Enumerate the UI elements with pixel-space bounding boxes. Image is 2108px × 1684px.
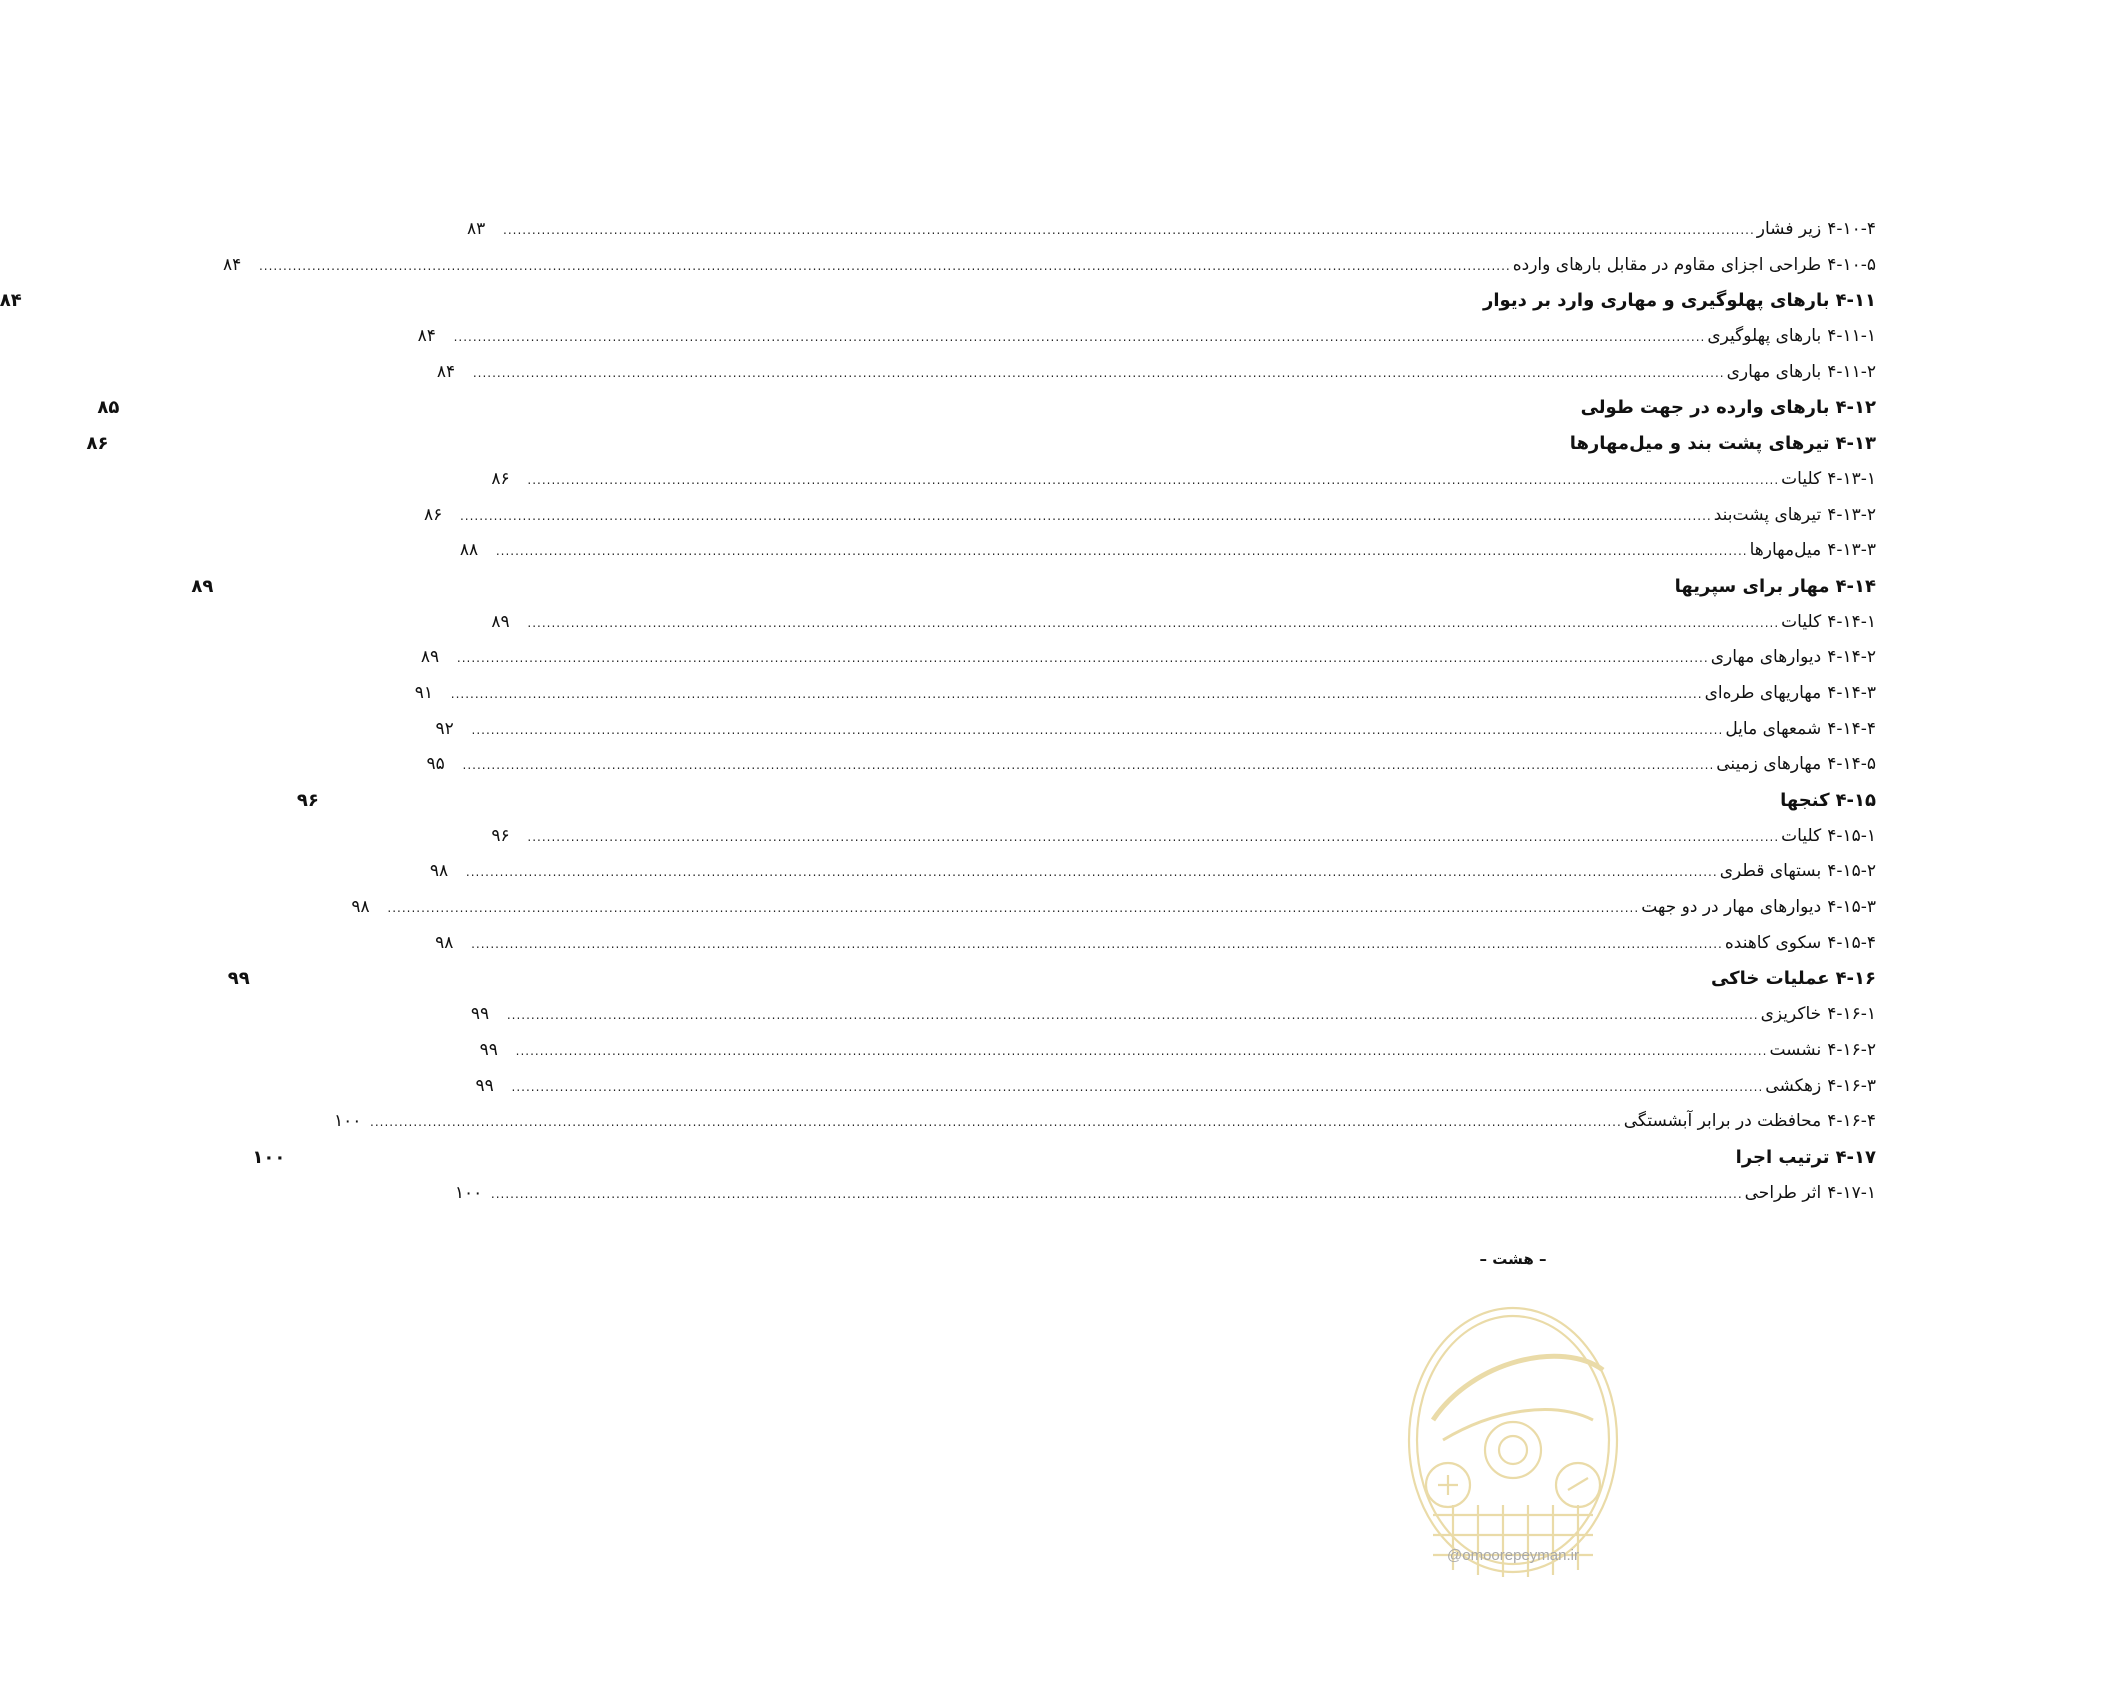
toc-page-number: ۸۹ xyxy=(491,611,510,632)
toc-dot-leader: .................................................................................................................................................................................................................................................................... xyxy=(459,508,1712,523)
toc-entry xyxy=(429,854,1876,890)
toc-entry-title: کلیات xyxy=(1781,611,1822,632)
toc-entry xyxy=(491,819,1876,855)
toc-entry xyxy=(479,1033,1876,1069)
toc-page-number: ۹۶ xyxy=(491,825,510,846)
watermark-url: @omoorepeyman.ir xyxy=(1447,1547,1579,1564)
toc-page-number: ۸۶ xyxy=(491,468,510,489)
toc-page-number: ۹۵ xyxy=(426,754,445,775)
toc-dot-leader: .................................................................................................................................................................................................................................................................... xyxy=(527,615,1780,630)
toc-page-number: ۸۴ xyxy=(436,361,456,382)
toc-page-number: ۸۶ xyxy=(423,504,443,525)
toc-dot-leader: .................................................................................................................................................................................................................................................................... xyxy=(370,1115,1622,1130)
toc-entry xyxy=(491,605,1876,641)
toc-page-number: ۹۸ xyxy=(435,932,454,953)
toc-entry xyxy=(436,355,1876,391)
toc-dot-leader: .................................................................................................................................................................................................................................................................... xyxy=(495,544,1748,559)
toc-page-number: ۹۸ xyxy=(429,861,449,882)
toc-page-number: ۱۰۰ xyxy=(454,1182,483,1203)
toc-entry-title: تیرهای پشت بند و میل‌مهارها xyxy=(1569,433,1830,455)
toc-page-number: ۹۱ xyxy=(414,682,434,703)
toc-entry-number: ۴-۱۴ xyxy=(1835,575,1876,597)
toc-page-number: ۸۹ xyxy=(191,575,214,597)
toc-entry-number: ۴-۱۱ xyxy=(1835,290,1876,312)
footer-page-label: – هشت – xyxy=(1479,1250,1547,1268)
toc-entry-number: ۴-۱۴-۴ xyxy=(1827,718,1876,739)
toc-dot-leader: .................................................................................................................................................................................................................................................................... xyxy=(450,686,1703,701)
toc-entry-title: طراحی اجزای مقاوم در مقابل بارهای وارده xyxy=(1512,254,1822,275)
toc-entry-number: ۴-۱۳ xyxy=(1835,433,1876,455)
toc-section-heading xyxy=(227,961,1876,997)
toc-page-number: ۹۹ xyxy=(475,1075,494,1096)
toc-entry-number: ۴-۱۵-۲ xyxy=(1827,861,1876,882)
toc-entry xyxy=(417,319,1876,355)
toc-entry-title: اثر طراحی xyxy=(1744,1182,1822,1203)
toc-page-number: ۹۹ xyxy=(470,1004,490,1025)
toc-page-number: ۹۲ xyxy=(435,718,454,739)
toc-entry xyxy=(423,498,1876,534)
toc-dot-leader: .................................................................................................................................................................................................................................................................... xyxy=(453,330,1706,345)
toc-entry-title: شمعهای مایل xyxy=(1725,718,1822,739)
toc-page-number: ۹۸ xyxy=(351,897,370,918)
toc-entry xyxy=(414,676,1876,712)
table-of-contents xyxy=(0,212,1876,1211)
toc-page-number: ۹۹ xyxy=(479,1039,498,1060)
toc-dot-leader: .................................................................................................................................................................................................................................................................... xyxy=(506,1008,1759,1023)
toc-entry-number: ۴-۱۰-۴ xyxy=(1827,219,1876,239)
toc-dot-leader: .................................................................................................................................................................................................................................................................... xyxy=(462,758,1715,773)
toc-entry-title: کلیات xyxy=(1781,468,1822,489)
toc-entry-number: ۴-۱۵-۴ xyxy=(1827,932,1876,953)
toc-dot-leader: .................................................................................................................................................................................................................................................................... xyxy=(511,1079,1764,1094)
toc-page-number: ۸۴ xyxy=(0,290,22,312)
toc-entry-title: ترتیب اجرا xyxy=(1735,1146,1830,1168)
toc-entry-number: ۴-۱۴-۱ xyxy=(1827,611,1876,632)
toc-entry-title: مهاریهای طره‌ای xyxy=(1704,682,1822,703)
toc-entry-title: مهار برای سپریها xyxy=(1674,575,1830,597)
toc-entry-number: ۴-۱۵-۱ xyxy=(1827,825,1876,846)
toc-entry-number: ۴-۱۷ xyxy=(1835,1146,1876,1168)
toc-entry xyxy=(470,997,1876,1033)
toc-entry xyxy=(491,462,1876,498)
toc-dot-leader: .................................................................................................................................................................................................................................................................... xyxy=(527,829,1780,844)
toc-entry-title: بارهای مهاری xyxy=(1726,361,1822,382)
toc-page-number: ۸۳ xyxy=(467,219,486,239)
toc-section-heading xyxy=(97,390,1876,426)
toc-entry-title: کنجها xyxy=(1780,790,1830,811)
toc-entry-number: ۴-۱۱-۲ xyxy=(1827,361,1876,382)
toc-entry-title: نشست xyxy=(1769,1039,1822,1060)
toc-entry-title: زهکشی xyxy=(1765,1075,1822,1096)
toc-entry-title: بارهای پهلوگیری و مهاری وارد بر دیوار xyxy=(1483,290,1830,312)
toc-dot-leader: .................................................................................................................................................................................................................................................................... xyxy=(456,651,1709,666)
toc-entry xyxy=(222,248,1876,284)
toc-entry-title: بارهای پهلوگیری xyxy=(1707,326,1822,347)
toc-entry-number: ۴-۱۶-۲ xyxy=(1827,1039,1876,1060)
toc-entry-number: ۴-۱۰-۵ xyxy=(1827,254,1876,275)
toc-page-number: ۹۶ xyxy=(296,790,319,811)
toc-entry-number: ۴-۱۲ xyxy=(1835,397,1876,419)
toc-dot-leader: .................................................................................................................................................................................................................................................................... xyxy=(503,223,1755,237)
toc-entry-title: محافظت در برابر آبشستگی xyxy=(1623,1111,1822,1132)
toc-entry-number: ۴-۱۴-۲ xyxy=(1827,647,1876,668)
toc-entry xyxy=(475,1069,1876,1105)
toc-entry-number: ۴-۱۳-۲ xyxy=(1827,504,1876,525)
toc-page-number: ۱۰۰ xyxy=(334,1111,362,1132)
toc-entry-number: ۴-۱۱-۱ xyxy=(1827,326,1876,347)
toc-entry-number: ۴-۱۵ xyxy=(1835,790,1876,811)
toc-entry-title: کلیات xyxy=(1781,825,1822,846)
toc-section-heading xyxy=(0,283,1876,319)
toc-page-number: ۸۴ xyxy=(222,254,242,275)
toc-section-heading xyxy=(191,569,1876,605)
toc-dot-leader: .................................................................................................................................................................................................................................................................... xyxy=(387,901,1640,916)
toc-entry xyxy=(467,212,1876,248)
toc-dot-leader: .................................................................................................................................................................................................................................................................... xyxy=(471,722,1724,737)
toc-entry-number: ۴-۱۶-۳ xyxy=(1827,1075,1876,1096)
toc-entry-number: ۴-۱۵-۳ xyxy=(1827,897,1876,918)
toc-dot-leader: .................................................................................................................................................................................................................................................................... xyxy=(527,472,1780,487)
toc-entry xyxy=(454,1176,1876,1212)
toc-entry xyxy=(426,747,1876,783)
toc-entry-number: ۴-۱۴-۵ xyxy=(1827,754,1876,775)
page-number-footer xyxy=(918,1250,2108,1268)
toc-section-heading xyxy=(86,426,1876,462)
toc-entry-title: عملیات خاکی xyxy=(1710,968,1830,990)
toc-entry-title: تیرهای پشت‌بند xyxy=(1713,504,1822,525)
toc-entry xyxy=(420,640,1876,676)
toc-entry-number: ۴-۱۶-۴ xyxy=(1827,1111,1876,1132)
toc-entry xyxy=(334,1104,1876,1140)
toc-page-number: ۹۹ xyxy=(227,968,250,990)
toc-entry-title: زیر فشار xyxy=(1756,219,1822,239)
toc-section-heading xyxy=(252,1140,1876,1176)
toc-page-number: ۸۵ xyxy=(97,397,120,419)
toc-page-number: ۸۸ xyxy=(459,540,479,561)
toc-entry-number: ۴-۱۴-۳ xyxy=(1827,682,1876,703)
toc-page-number: ۸۹ xyxy=(420,647,440,668)
toc-entry-title: مهارهای زمینی xyxy=(1716,754,1822,775)
toc-dot-leader: .................................................................................................................................................................................................................................................................... xyxy=(258,258,1511,273)
toc-section-heading xyxy=(296,783,1876,819)
toc-page-number: ۱۰۰ xyxy=(252,1146,286,1168)
toc-dot-leader: .................................................................................................................................................................................................................................................................... xyxy=(490,1186,1743,1201)
toc-entry-title: دیوارهای مهار در دو جهت xyxy=(1641,897,1822,918)
toc-page-number: ۸۴ xyxy=(417,326,436,347)
toc-entry xyxy=(435,926,1876,962)
toc-entry-number: ۴-۱۶-۱ xyxy=(1827,1004,1876,1025)
toc-dot-leader: .................................................................................................................................................................................................................................................................... xyxy=(515,1043,1768,1058)
toc-entry-title: میل‌مهارها xyxy=(1749,540,1822,561)
toc-entry-number: ۴-۱۳-۱ xyxy=(1827,468,1876,489)
toc-entry-number: ۴-۱۳-۳ xyxy=(1827,540,1876,561)
toc-entry-title: بستهای قطری xyxy=(1719,861,1822,882)
toc-page-number: ۸۶ xyxy=(86,433,109,455)
toc-entry-number: ۴-۱۷-۱ xyxy=(1827,1182,1876,1203)
toc-entry xyxy=(435,712,1876,748)
toc-entry-title: سکوی کاهنده xyxy=(1724,932,1822,953)
toc-dot-leader: .................................................................................................................................................................................................................................................................... xyxy=(472,365,1725,380)
toc-entry-number: ۴-۱۶ xyxy=(1835,968,1876,990)
toc-entry xyxy=(351,890,1876,926)
toc-entry-title: بارهای وارده در جهت طولی xyxy=(1580,397,1830,419)
toc-dot-leader: .................................................................................................................................................................................................................................................................... xyxy=(471,936,1723,951)
toc-dot-leader: .................................................................................................................................................................................................................................................................... xyxy=(465,865,1718,880)
toc-entry-title: دیوارهای مهاری xyxy=(1710,647,1822,668)
toc-entry-title: خاکریزی xyxy=(1760,1004,1822,1025)
toc-entry xyxy=(459,533,1876,569)
